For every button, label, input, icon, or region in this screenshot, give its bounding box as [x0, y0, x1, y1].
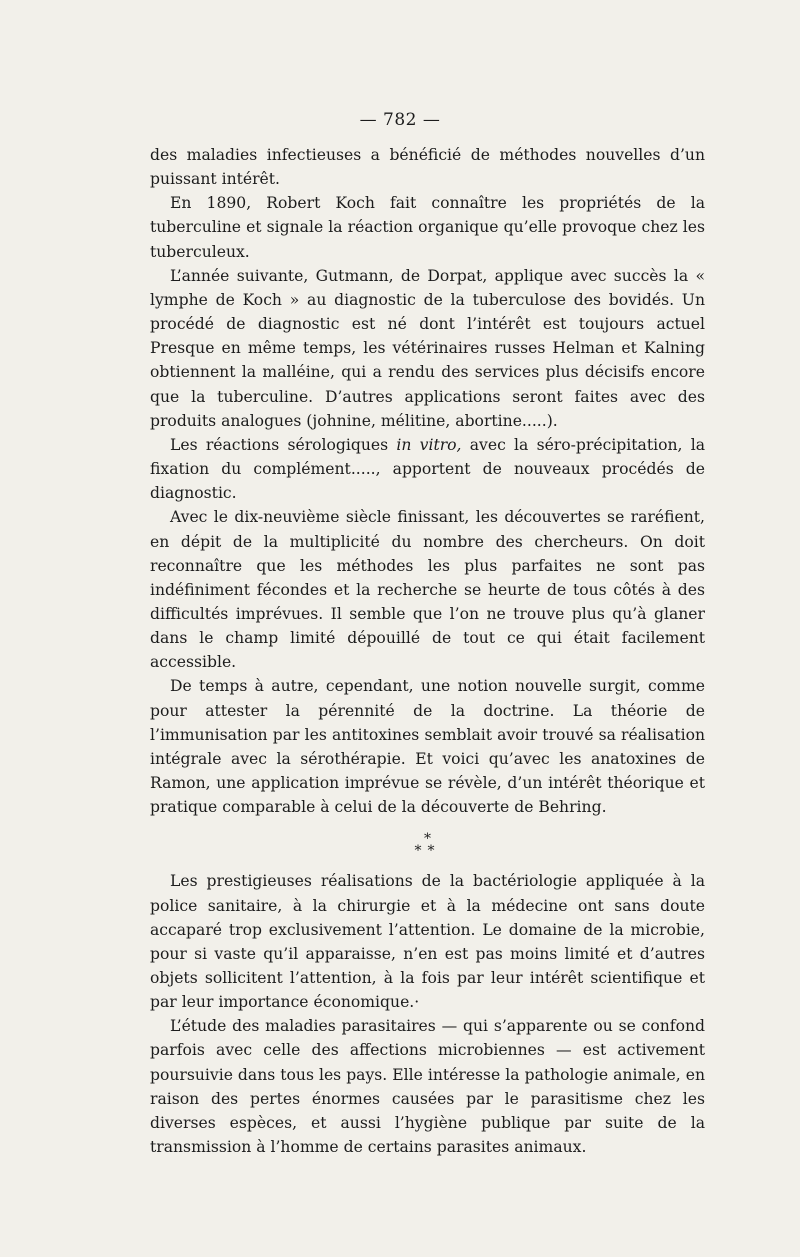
paragraph: De temps à autre, cependant, une notion nouvelle surgit, comme pour attester la pérennité de la doctrine. La théorie de l’immunisation par les antitoxines semblait avoir trouvé sa réalisation intégrale avec la sérothérapie. Et voici qu’avec les anatoxines de Ramon, une application imprévue se révèle, d’un intérêt théorique et pratique comparable à celui de la découverte de Behring. [150, 677, 705, 817]
page-number: — 782 — [359, 110, 441, 130]
asterism-separator [150, 831, 705, 860]
asterism-bottom: ** [414, 843, 441, 860]
asterism-top: * [424, 831, 431, 848]
paragraph-text: avec la séro-précipitation, la fixation du complément....., apportent de nouveaux procédés de diagnostic. [150, 435, 705, 503]
paragraph: L’année suivante, Gutmann, de Dorpat, applique avec succès la « lymphe de Koch » au diagnostic de la tuberculose des bovidés. Un procédé de diagnostic est né dont l’intérêt est toujours actuel Presque en même temps, les vétérinaires russes Helman et Kalning obtiennent la malléine, qui a rendu des services plus décisifs encore que la tuberculine. D’autres applications seront faites avec des produits analogues (johnine, mélitine, abortine.....). [150, 266, 705, 430]
paragraph: En 1890, Robert Koch fait connaître les propriétés de la tuberculine et signale la réaction organique qu’elle provoque chez les tuberculeux. [150, 194, 705, 261]
paragraph: des maladies infectieuses a bénéficié de méthodes nouvelles d’un puissant intérêt. [150, 146, 705, 189]
paragraph: L’étude des maladies parasitaires — qui s’apparente ou se confond parfois avec celle des affections microbiennes — est activement poursuivie dans tous les pays. Elle intéresse la pathologie animale, en raison des pertes énormes causées par le parasitisme chez les diverses espèces, et aussi l’hygiène publique par suite de la transmission à l’homme de certains parasites animaux. [150, 1017, 705, 1157]
italic-phrase: in vitro, [396, 435, 462, 454]
paragraph-text: Les réactions sérologiques [170, 435, 397, 454]
paragraph: Avec le dix-neuvième siècle finissant, les découvertes se raréfient, en dépit de la multiplicité du nombre des chercheurs. On doit reconnaître que les méthodes les plus parfaites ne sont pas indéfiniment fécondes et la recherche se heurte de tous côtés à des difficultés imprévues. Il semble que l’on ne trouve plus qu’à glaner dans le champ limité dépouillé de tout ce qui était facilement accessible. [150, 508, 705, 672]
paragraph [150, 433, 705, 505]
body-text [150, 143, 705, 1159]
paragraph: Les prestigieuses réalisations de la bactériologie appliquée à la police sanitaire, à la chirurgie et à la médecine ont sans doute accaparé trop exclusivement l’attention. Le domaine de la microbie, pour si vaste qu’il apparaisse, n’en est pas moins limité et d’autres objets sollicitent l’attention, à la fois par leur intérêt scientifique et par leur importance économique.· [150, 872, 705, 1012]
